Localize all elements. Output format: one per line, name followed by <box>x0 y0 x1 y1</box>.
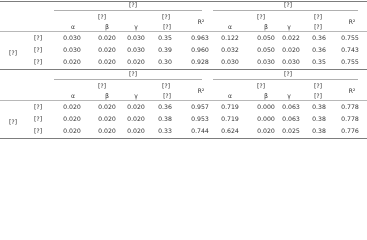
section2-f-header-right: [?] <box>313 83 323 90</box>
value-cell: 0.020 <box>63 104 81 111</box>
section2-col-delta: [?] <box>163 93 171 100</box>
value-cell: 0.020 <box>98 116 116 123</box>
value-cell: 0.963 <box>191 35 209 42</box>
value-cell: 0.020 <box>127 116 145 123</box>
value-cell: 0.020 <box>98 104 116 111</box>
value-cell: 0.744 <box>191 128 209 135</box>
row-label: [?] <box>34 116 43 123</box>
section1-r2-right: R² <box>348 19 356 26</box>
section1-row-1 <box>0 33 367 45</box>
value-cell: 0.957 <box>191 104 209 111</box>
value-cell: 0.020 <box>127 128 145 135</box>
value-cell: 0.022 <box>282 35 300 42</box>
value-cell: 0.122 <box>221 35 239 42</box>
section1-col-delta: [?] <box>163 24 171 31</box>
value-cell: 0.020 <box>98 59 116 66</box>
section1-col-alpha-right: α <box>228 24 232 31</box>
value-cell: 0.020 <box>282 47 300 54</box>
section1-col-beta: β <box>105 24 109 31</box>
value-cell: 0.36 <box>312 35 326 42</box>
section2-col-delta-right: [?] <box>314 93 322 100</box>
value-cell: 0.36 <box>312 47 326 54</box>
section1-group-title-right: [?] <box>283 2 293 9</box>
value-cell: 0.020 <box>127 104 145 111</box>
value-cell: 0.020 <box>63 116 81 123</box>
table-bottom-rule <box>0 138 367 139</box>
section1-subheader-right: [?] <box>256 14 266 21</box>
section2-subrule-right <box>213 79 358 80</box>
section1-row-group-label: [?] <box>8 50 18 57</box>
value-cell: 0.020 <box>63 128 81 135</box>
section1-col-alpha: α <box>71 24 75 31</box>
value-cell: 0.960 <box>191 47 209 54</box>
section2-col-alpha: α <box>71 93 75 100</box>
section2-subheader-right: [?] <box>256 83 266 90</box>
section1-group-title-left: [?] <box>128 2 138 9</box>
value-cell: 0.38 <box>312 128 326 135</box>
value-cell: 0.020 <box>98 128 116 135</box>
value-cell: 0.778 <box>341 104 359 111</box>
section2-f-header-left: [?] <box>161 83 171 90</box>
value-cell: 0.063 <box>282 104 300 111</box>
value-cell: 0.928 <box>191 59 209 66</box>
section2-r2-right: R² <box>348 88 356 95</box>
value-cell: 0.020 <box>127 59 145 66</box>
row-label: [?] <box>34 59 43 66</box>
value-cell: 0.35 <box>312 59 326 66</box>
value-cell: 0.025 <box>282 128 300 135</box>
section2-subheader-left: [?] <box>97 83 107 90</box>
value-cell: 0.050 <box>257 35 275 42</box>
section1-subrule-left <box>54 10 202 11</box>
value-cell: 0.743 <box>341 47 359 54</box>
value-cell: 0.719 <box>221 116 239 123</box>
section2-col-beta-right: β <box>264 93 268 100</box>
section2-col-gamma-right: γ <box>287 93 291 100</box>
value-cell: 0.719 <box>221 104 239 111</box>
value-cell: 0.030 <box>257 59 275 66</box>
row-label: [?] <box>34 35 43 42</box>
row-label: [?] <box>34 47 43 54</box>
value-cell: 0.000 <box>257 104 275 111</box>
row-label: [?] <box>34 104 43 111</box>
section2-subrule-left <box>54 79 202 80</box>
section1-col-gamma-right: γ <box>287 24 291 31</box>
value-cell: 0.776 <box>341 128 359 135</box>
value-cell: 0.020 <box>98 47 116 54</box>
value-cell: 0.030 <box>127 47 145 54</box>
section2-row-3 <box>0 126 367 138</box>
section1-f-header-left: [?] <box>161 14 171 21</box>
value-cell: 0.030 <box>221 59 239 66</box>
section2-col-alpha-right: α <box>228 93 232 100</box>
row-label: [?] <box>34 128 43 135</box>
section1-row-3 <box>0 57 367 69</box>
section2-header-bottom-rule <box>0 100 367 101</box>
section1-r2-left: R² <box>197 19 205 26</box>
section1-header-bottom-rule <box>0 31 367 32</box>
section2-row-2 <box>0 114 367 126</box>
section2-col-gamma: γ <box>134 93 138 100</box>
value-cell: 0.30 <box>158 59 172 66</box>
section1-col-gamma: γ <box>134 24 138 31</box>
value-cell: 0.755 <box>341 59 359 66</box>
value-cell: 0.063 <box>282 116 300 123</box>
value-cell: 0.778 <box>341 116 359 123</box>
section2-row-group-label: [?] <box>8 119 18 126</box>
value-cell: 0.030 <box>282 59 300 66</box>
section1-subrule-right <box>213 10 358 11</box>
value-cell: 0.020 <box>98 35 116 42</box>
value-cell: 0.953 <box>191 116 209 123</box>
section1-col-beta-right: β <box>264 24 268 31</box>
value-cell: 0.624 <box>221 128 239 135</box>
value-cell: 0.38 <box>158 116 172 123</box>
section2-col-beta: β <box>105 93 109 100</box>
value-cell: 0.030 <box>63 47 81 54</box>
value-cell: 0.000 <box>257 116 275 123</box>
value-cell: 0.33 <box>158 128 172 135</box>
section1-f-header-right: [?] <box>313 14 323 21</box>
section2-group-title-right: [?] <box>283 71 293 78</box>
value-cell: 0.36 <box>158 104 172 111</box>
value-cell: 0.030 <box>127 35 145 42</box>
section2-r2-left: R² <box>197 88 205 95</box>
section1-col-delta-right: [?] <box>314 24 322 31</box>
value-cell: 0.020 <box>63 59 81 66</box>
value-cell: 0.35 <box>158 35 172 42</box>
section2-row-1 <box>0 102 367 114</box>
section1-row-2 <box>0 45 367 57</box>
value-cell: 0.030 <box>63 35 81 42</box>
value-cell: 0.020 <box>257 128 275 135</box>
value-cell: 0.050 <box>257 47 275 54</box>
value-cell: 0.39 <box>158 47 172 54</box>
value-cell: 0.38 <box>312 116 326 123</box>
value-cell: 0.032 <box>221 47 239 54</box>
section2-group-title-left: [?] <box>128 71 138 78</box>
value-cell: 0.38 <box>312 104 326 111</box>
section1-subheader-left: [?] <box>97 14 107 21</box>
value-cell: 0.755 <box>341 35 359 42</box>
